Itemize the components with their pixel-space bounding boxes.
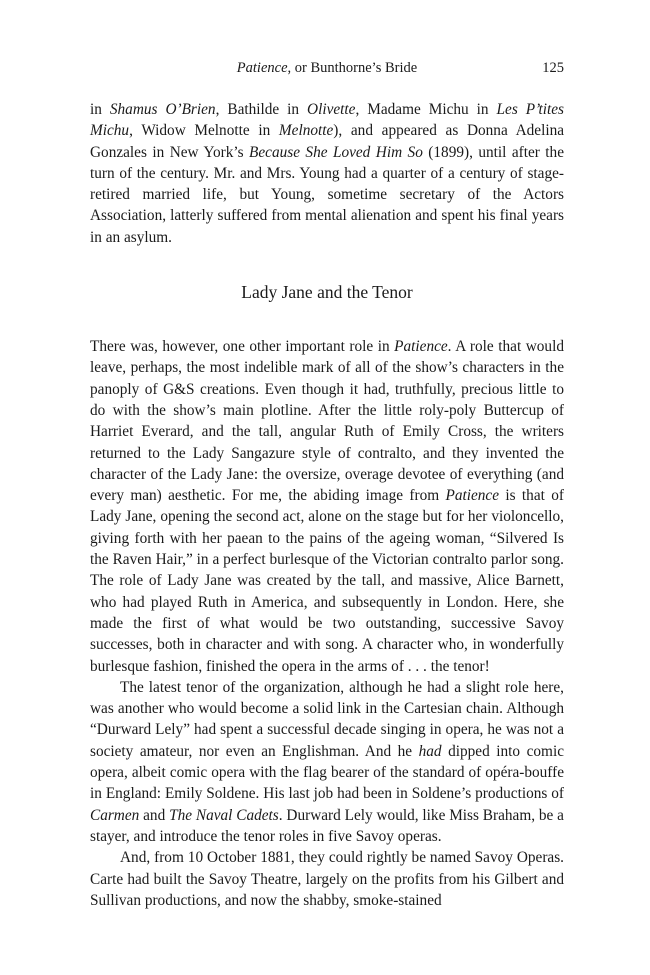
italic-title: Melnotte: [278, 122, 334, 140]
running-title-work: Patience: [236, 60, 288, 76]
running-title: [90, 60, 564, 77]
text-run: , Bathilde in: [215, 101, 308, 118]
section-heading: Lady Jane and the Tenor: [241, 282, 413, 303]
text-run: dipped into comic opera, albeit comic opera with the flag bearer of the standard of opéra-bouffe in England: Emily Soldene. His last job had been in Soldene’s productions of: [90, 742, 564, 803]
paragraph-tenor: [90, 677, 564, 847]
text-run: (1899), until after the turn of the century. Mr. and Mrs. Young had a quarter of a century of stage-retired married life, but Young, sometime secretary of the Actors Association, latterly suffered from mental alienation and spent his final years in an asylum.: [90, 143, 564, 246]
italic-title: Les P’tites Michu: [90, 101, 564, 140]
text-run: , Madame Michu in: [355, 101, 497, 118]
page-number: 125: [542, 60, 564, 76]
text-run: And, from 10 October 1881, they could rightly be named Savoy Operas. Carte had built the Savoy Theatre, largely on the profits from his Gilbert and Sullivan productions, and now the shabby, smoke-stained: [90, 849, 564, 909]
page-body: [90, 99, 564, 911]
text-run: The latest tenor of the organization, although he had a slight role here, was another who would become a solid link in the Cartesian chain. Although “Durward Lely” had spent a successful decade singing in opera, he was not a society amateur, nor even an Englishman. And he: [90, 678, 564, 760]
running-title-subtitle: , or Bunthorne’s Bride: [287, 60, 418, 76]
italic-emphasis: had: [418, 742, 442, 760]
text-run: is that of Lady Jane, opening the second act, alone on the stage but for her violoncello, giving forth with her paean to the pains of the ageing woman, “Silvered Is the Raven Hair,” in a perfect burlesque of the Victorian contralto parlor song. The role of Lady Jane was created by the tall, and massive, Alice Barnett, who had played Ruth in America, and subsequently in London. Here, she made the first of what would be two outstanding, successive Savoy successes, both in character and with song. A character who, in wonderfully burlesque fashion, finished the opera in the arms of . . . the tenor!: [90, 487, 564, 675]
paragraph-continued: [90, 99, 564, 248]
running-header: [90, 60, 564, 82]
paragraph-lady-jane: [90, 336, 564, 677]
italic-title: Because She Loved Him So: [249, 143, 423, 161]
text-run: . A role that would leave, perhaps, the most indelible mark of all of the show’s characters in the panoply of G&S creations. Even though it had, truthfully, precious little to do with the show’s main plotline. After the little roly-poly Buttercup of Harriet Everard, and the tall, angular Ruth of Emily Cross, the writers returned to the Lady Sangazure style of contralto, and they invented the character of the Lady Jane: the oversize, overage devotee of everything (and every man) aesthetic. For me, the abiding image from: [90, 338, 564, 505]
text-run: in: [90, 101, 110, 118]
paragraph-savoy: [90, 847, 564, 911]
italic-title: Carmen: [90, 806, 140, 824]
italic-title: Patience: [394, 338, 448, 356]
italic-title: The Naval Cadets: [169, 806, 279, 824]
text-run: ), and appeared as Donna Adelina Gonzales in New York’s: [90, 122, 565, 161]
text-run: . Durward Lely would, like Miss Braham, be a stayer, and introduce the tenor roles in five Savoy operas.: [90, 806, 564, 845]
italic-title: Patience: [445, 487, 499, 505]
text-run: and: [139, 806, 170, 824]
text-run: There was, however, one other important role in: [90, 338, 395, 356]
italic-title: Olivette: [307, 101, 356, 118]
text-run: , Widow Melnotte in: [129, 122, 279, 140]
italic-title: Shamus O’Brien: [109, 101, 216, 118]
